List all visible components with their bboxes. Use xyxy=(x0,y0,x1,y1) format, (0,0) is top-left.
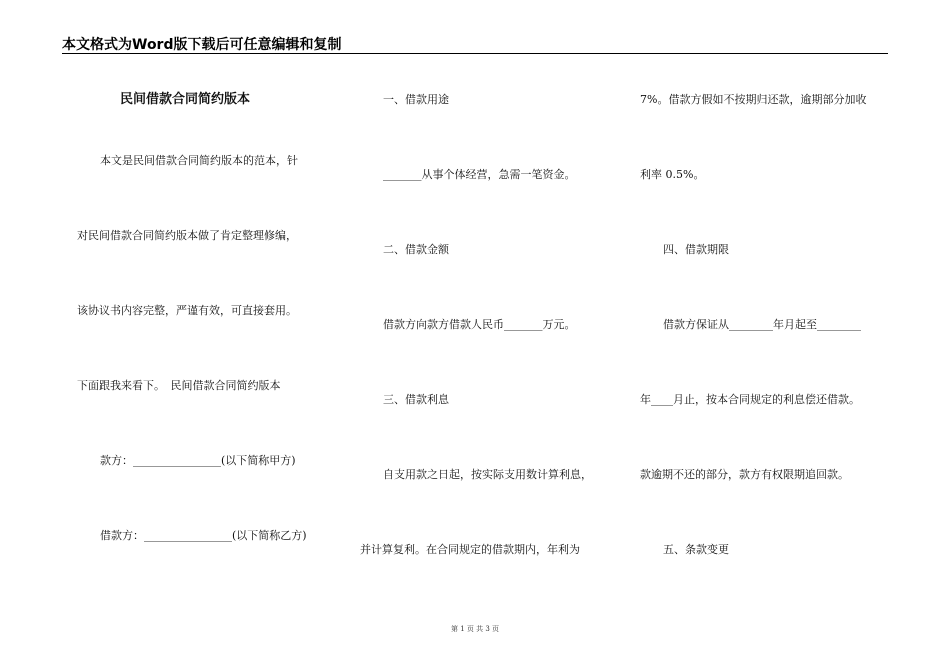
interest-text-line-1: 7%。借款方假如不按期归还款，逾期部分加收 xyxy=(640,93,867,106)
document-header-title: 本文格式为Word版下载后可任意编辑和复制 xyxy=(62,37,342,53)
lender-field: 款方：________________(以下简称甲方) xyxy=(100,454,296,467)
interest-text-line-2: 利率 0.5%。 xyxy=(640,168,705,181)
section-3-text-line-2: 并计算复利。在合同规定的借款期内，年利为 xyxy=(360,543,580,556)
section-4-text-line-1: 借款方保证从________年月起至________ xyxy=(663,318,861,331)
section-2-heading: 二、借款金额 xyxy=(383,243,449,256)
section-1-text: _______从事个体经营，急需一笔资金。 xyxy=(383,168,576,181)
borrower-field: 借款方：________________(以下简称乙方) xyxy=(100,529,307,542)
intro-paragraph-line-2: 对民间借款合同简约版本做了肯定整理修编， xyxy=(77,229,297,242)
section-4-text-line-2: 年____月止，按本合同规定的利息偿还借款。 xyxy=(640,393,860,406)
intro-paragraph-line-1: 本文是民间借款合同简约版本的范本，针 xyxy=(100,154,298,167)
header-divider xyxy=(62,53,888,54)
intro-paragraph-line-4: 下面跟我来看下。 民间借款合同简约版本 xyxy=(77,379,281,392)
section-5-heading: 五、条款变更 xyxy=(663,543,729,556)
contract-title: 民间借款合同简约版本 xyxy=(120,92,251,107)
page-number: 第 1 页 共 3 页 xyxy=(450,625,500,633)
section-4-heading: 四、借款期限 xyxy=(663,243,729,256)
section-3-heading: 三、借款利息 xyxy=(383,393,449,406)
section-2-text: 借款方向款方借款人民币_______万元。 xyxy=(383,318,576,331)
section-4-text-line-3: 款逾期不还的部分，款方有权限期追回款。 xyxy=(640,468,849,481)
section-1-heading: 一、借款用途 xyxy=(383,93,449,106)
intro-paragraph-line-3: 该协议书内容完整，严谨有效，可直接套用。 xyxy=(77,304,297,317)
section-3-text-line-1: 自支用款之日起，按实际支用数计算利息， xyxy=(383,468,592,481)
